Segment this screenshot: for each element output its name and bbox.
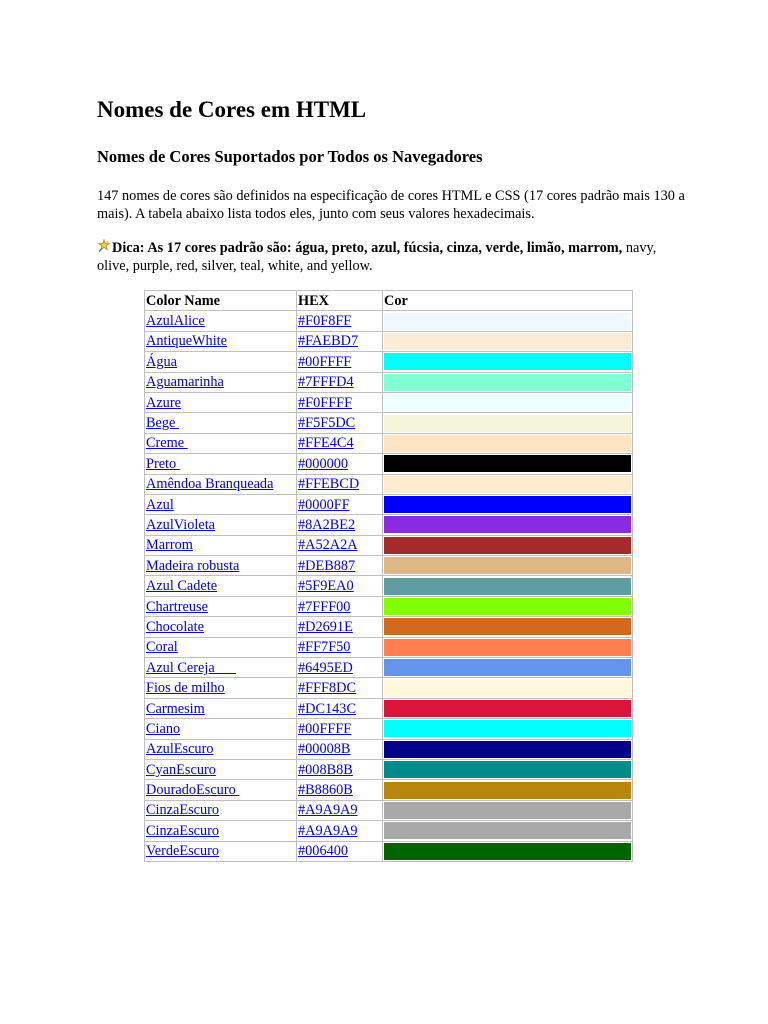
table-row — [145, 739, 633, 759]
color-name-cell — [145, 678, 297, 698]
table-row — [145, 617, 633, 637]
color-swatch-cell — [383, 433, 633, 453]
color-swatch-cell — [383, 474, 633, 494]
color-swatch — [384, 761, 631, 778]
color-name-link[interactable]: Preto — [146, 455, 180, 472]
color-swatch — [384, 415, 631, 432]
hex-link[interactable]: #F5F5DC — [298, 415, 356, 432]
hex-link[interactable]: #00008B — [298, 741, 351, 758]
color-name-cell — [145, 841, 297, 861]
hex-link[interactable]: #FFEBCD — [298, 476, 360, 493]
table-header-row — [145, 291, 633, 311]
hex-link[interactable]: #F0FFFF — [298, 394, 353, 411]
color-swatch-cell — [383, 372, 633, 392]
table-row — [145, 658, 633, 678]
hex-cell — [297, 637, 383, 657]
color-table-body — [145, 311, 633, 862]
color-name-link[interactable]: Amêndoa Branqueada — [146, 476, 274, 493]
color-name-cell — [145, 392, 297, 412]
hex-cell — [297, 372, 383, 392]
color-name-link[interactable]: CyanEscuro — [146, 761, 216, 778]
table-row — [145, 433, 633, 453]
color-swatch-cell — [383, 617, 633, 637]
table-row — [145, 596, 633, 616]
color-name-cell — [145, 474, 297, 494]
color-name-cell — [145, 556, 297, 576]
color-name-cell — [145, 739, 297, 759]
hex-link[interactable]: #D2691E — [298, 618, 353, 635]
color-swatch-cell — [383, 637, 633, 657]
color-swatch — [384, 700, 631, 717]
table-row — [145, 780, 633, 800]
color-swatch — [384, 720, 631, 737]
color-swatch — [384, 516, 631, 533]
tip-rest-text: navy, olive, purple, red, silver, teal, white, and yellow. — [97, 240, 657, 274]
color-name-link[interactable]: Marrom — [146, 537, 193, 554]
table-row — [145, 474, 633, 494]
hex-cell — [297, 841, 383, 861]
color-swatch-cell — [383, 698, 633, 718]
color-name-link[interactable]: Coral — [146, 639, 178, 656]
color-name-link[interactable]: Creme — [146, 435, 188, 452]
table-row — [145, 637, 633, 657]
hex-cell — [297, 556, 383, 576]
color-swatch — [384, 476, 631, 493]
color-swatch — [384, 618, 631, 635]
color-swatch-cell — [383, 576, 633, 596]
color-name-link[interactable]: AzulVioleta — [146, 516, 216, 533]
hex-link[interactable]: #00FFFF — [298, 720, 352, 737]
color-swatch-cell — [383, 658, 633, 678]
tip-bold-text: Dica: As 17 cores padrão são: água, preto, azul, fúcsia, cinza, verde, limão, marrom, — [112, 240, 623, 256]
hex-link[interactable]: #A9A9A9 — [298, 802, 358, 819]
color-swatch — [384, 822, 631, 839]
table-row — [145, 372, 633, 392]
color-swatch — [384, 353, 631, 370]
table-row — [145, 821, 633, 841]
hex-link[interactable]: #FFE4C4 — [298, 435, 354, 452]
hex-cell — [297, 800, 383, 820]
color-swatch — [384, 782, 631, 799]
hex-cell — [297, 780, 383, 800]
color-name-link[interactable]: Fios de milho — [146, 680, 225, 697]
hex-cell — [297, 474, 383, 494]
color-swatch — [384, 659, 631, 676]
hex-cell — [297, 515, 383, 535]
color-swatch-cell — [383, 759, 633, 779]
color-swatch — [384, 843, 631, 860]
color-name-link[interactable]: Chartreuse — [146, 598, 208, 615]
hex-link[interactable]: #FFF8DC — [298, 680, 357, 697]
table-row — [145, 413, 633, 433]
color-swatch-cell — [383, 841, 633, 861]
color-name-cell — [145, 515, 297, 535]
color-name-link[interactable]: Carmesim — [146, 700, 205, 717]
color-name-link[interactable]: Ciano — [146, 720, 181, 737]
color-name-link[interactable]: AntiqueWhite — [146, 333, 227, 350]
hex-cell — [297, 392, 383, 412]
color-name-cell — [145, 719, 297, 739]
table-row — [145, 678, 633, 698]
color-name-cell — [145, 352, 297, 372]
hex-cell — [297, 617, 383, 637]
color-name-cell — [145, 372, 297, 392]
hex-link[interactable]: #B8860B — [298, 782, 353, 799]
lightbulb-icon — [97, 239, 111, 253]
hex-cell — [297, 739, 383, 759]
table-row — [145, 515, 633, 535]
color-swatch-cell — [383, 678, 633, 698]
color-swatch — [384, 333, 631, 350]
hex-link[interactable]: #6495ED — [298, 659, 353, 676]
color-name-cell — [145, 596, 297, 616]
table-row — [145, 311, 633, 331]
hex-cell — [297, 331, 383, 351]
color-name-cell — [145, 311, 297, 331]
color-swatch-cell — [383, 331, 633, 351]
color-swatch-cell — [383, 352, 633, 372]
color-name-link[interactable]: Chocolate — [146, 618, 204, 635]
page-title: Nomes de Cores em HTML — [97, 97, 367, 122]
hex-link[interactable]: #DC143C — [298, 700, 356, 717]
color-swatch — [384, 435, 631, 452]
color-swatch-cell — [383, 392, 633, 412]
table-row — [145, 535, 633, 555]
hex-link[interactable]: #008B8B — [298, 761, 353, 778]
hex-cell — [297, 719, 383, 739]
hex-link[interactable]: #FF7F50 — [298, 639, 351, 656]
color-name-cell — [145, 576, 297, 596]
color-name-cell — [145, 413, 297, 433]
color-swatch — [384, 598, 631, 615]
color-table — [144, 290, 633, 862]
hex-cell — [297, 433, 383, 453]
color-swatch-cell — [383, 739, 633, 759]
hex-link[interactable]: #00FFFF — [298, 353, 352, 370]
table-row — [145, 698, 633, 718]
color-name-cell — [145, 698, 297, 718]
hex-link[interactable]: #FAEBD7 — [298, 333, 359, 350]
hex-cell — [297, 413, 383, 433]
color-name-link[interactable]: AzulEscuro — [146, 741, 214, 758]
color-swatch-cell — [383, 719, 633, 739]
hex-link[interactable]: #A9A9A9 — [298, 822, 358, 839]
hex-cell — [297, 698, 383, 718]
table-row — [145, 719, 633, 739]
color-name-cell — [145, 821, 297, 841]
table-row — [145, 352, 633, 372]
column-header-cor: Cor — [383, 291, 633, 311]
hex-link[interactable]: #A52A2A — [298, 537, 358, 554]
hex-cell — [297, 821, 383, 841]
color-swatch — [384, 680, 631, 697]
color-swatch — [384, 741, 631, 758]
color-swatch-cell — [383, 780, 633, 800]
color-swatch — [384, 557, 631, 574]
color-name-cell — [145, 658, 297, 678]
color-name-link[interactable]: Bege — [146, 415, 179, 432]
hex-cell — [297, 658, 383, 678]
color-name-cell — [145, 780, 297, 800]
color-swatch-cell — [383, 515, 633, 535]
table-row — [145, 392, 633, 412]
hex-cell — [297, 678, 383, 698]
color-name-cell — [145, 637, 297, 657]
hex-link[interactable]: #006400 — [298, 843, 349, 860]
hex-link[interactable]: #7FFFD4 — [298, 374, 354, 391]
color-name-link[interactable]: Água — [146, 353, 177, 370]
column-header-color-name: Color Name — [145, 291, 297, 311]
column-header-hex: HEX — [297, 291, 383, 311]
color-name-link[interactable]: DouradoEscuro — [146, 782, 240, 799]
hex-cell — [297, 454, 383, 474]
color-name-cell — [145, 494, 297, 514]
hex-cell — [297, 311, 383, 331]
color-swatch-cell — [383, 454, 633, 474]
table-row — [145, 800, 633, 820]
table-row — [145, 556, 633, 576]
color-swatch — [384, 313, 631, 330]
color-swatch-cell — [383, 494, 633, 514]
hex-link[interactable]: #5F9EA0 — [298, 578, 354, 595]
color-name-cell — [145, 800, 297, 820]
color-name-link[interactable]: Azul — [146, 496, 174, 513]
hex-link[interactable]: #8A2BE2 — [298, 516, 356, 533]
tip-paragraph — [97, 239, 687, 275]
color-name-cell — [145, 433, 297, 453]
intro-paragraph: 147 nomes de cores são definidos na especificação de cores HTML e CSS (17 cores padrão mais 130 a mais). A tabela abaixo lista todos eles, junto com seus valores hexadecimais. — [97, 188, 685, 222]
color-name-link[interactable]: AzulAlice — [146, 313, 205, 330]
hex-link[interactable]: #DEB887 — [298, 557, 356, 574]
color-swatch-cell — [383, 800, 633, 820]
table-row — [145, 759, 633, 779]
hex-link[interactable]: #000000 — [298, 455, 349, 472]
color-swatch — [384, 537, 631, 554]
color-swatch-cell — [383, 556, 633, 576]
color-swatch — [384, 802, 631, 819]
hex-cell — [297, 596, 383, 616]
color-swatch — [384, 639, 631, 656]
color-name-link[interactable]: CinzaEscuro — [146, 822, 220, 839]
color-name-link[interactable]: Azure — [146, 394, 181, 411]
color-name-link[interactable]: Aguamarinha — [146, 374, 224, 391]
table-row — [145, 331, 633, 351]
table-row — [145, 494, 633, 514]
hex-link[interactable]: #0000FF — [298, 496, 350, 513]
table-row — [145, 454, 633, 474]
color-swatch — [384, 578, 631, 595]
color-name-cell — [145, 535, 297, 555]
hex-cell — [297, 759, 383, 779]
color-name-cell — [145, 759, 297, 779]
hex-cell — [297, 576, 383, 596]
color-swatch — [384, 455, 631, 472]
color-swatch-cell — [383, 413, 633, 433]
color-name-cell — [145, 617, 297, 637]
color-swatch — [384, 496, 631, 513]
hex-cell — [297, 352, 383, 372]
hex-cell — [297, 535, 383, 555]
color-name-link[interactable]: VerdeEscuro — [146, 843, 220, 860]
color-name-link[interactable]: Azul Cereja — [146, 659, 237, 676]
table-row — [145, 576, 633, 596]
color-swatch-cell — [383, 821, 633, 841]
color-swatch-cell — [383, 311, 633, 331]
color-name-cell — [145, 331, 297, 351]
color-name-link[interactable]: Azul Cadete — [146, 578, 218, 595]
table-row — [145, 841, 633, 861]
color-swatch — [384, 374, 631, 391]
hex-cell — [297, 494, 383, 514]
color-name-cell — [145, 454, 297, 474]
hex-link[interactable]: #F0F8FF — [298, 313, 352, 330]
hex-link[interactable]: #7FFF00 — [298, 598, 351, 615]
page-subtitle: Nomes de Cores Suportados por Todos os Navegadores — [97, 147, 483, 166]
color-swatch — [384, 394, 631, 411]
color-swatch-cell — [383, 535, 633, 555]
color-name-link[interactable]: Madeira robusta — [146, 557, 240, 574]
color-swatch-cell — [383, 596, 633, 616]
color-name-link[interactable]: CinzaEscuro — [146, 802, 220, 819]
